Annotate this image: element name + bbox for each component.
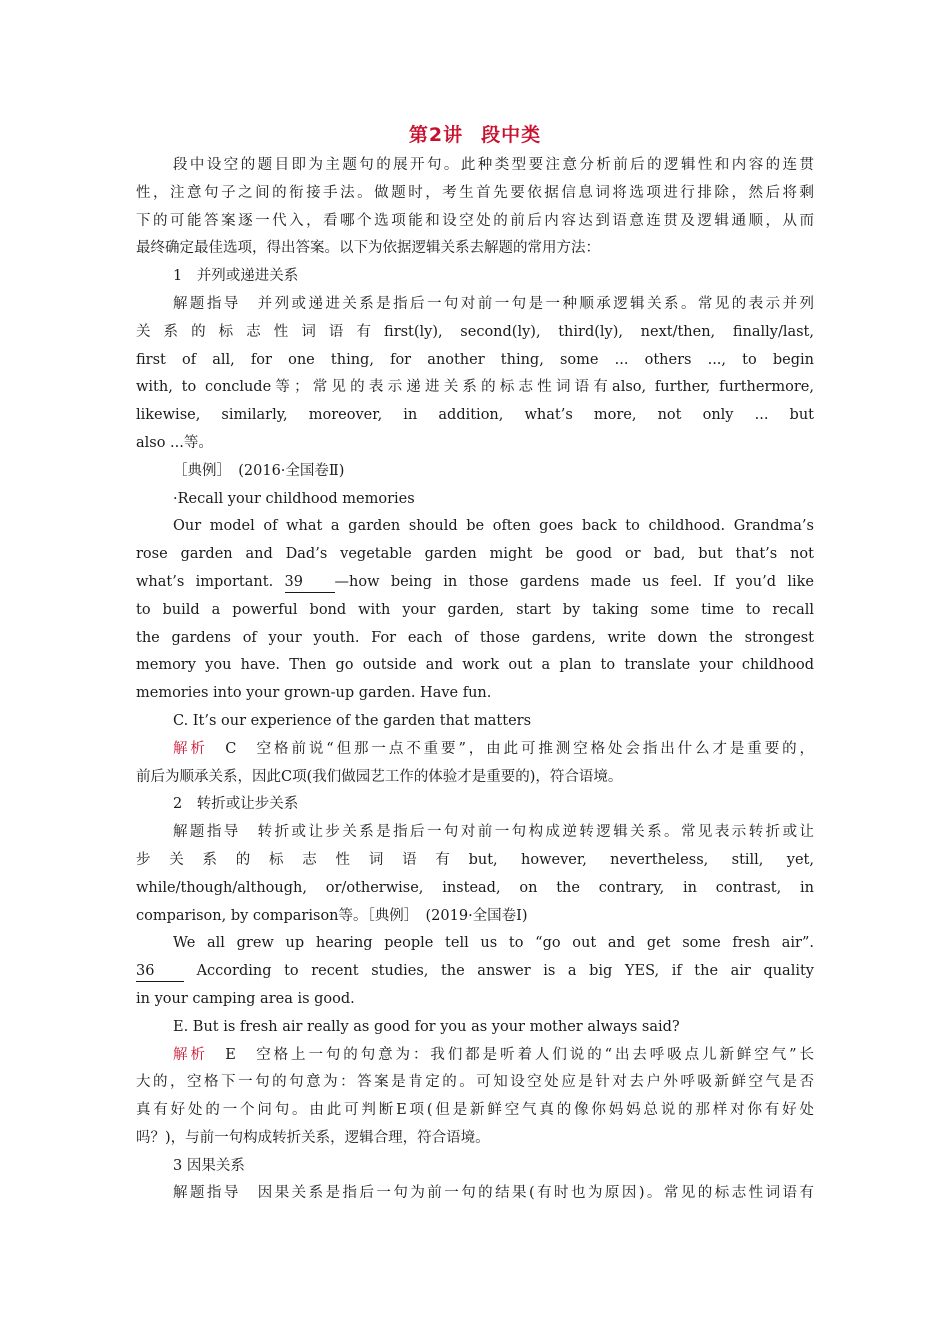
analysis-line: 吗？)，与前一句构成转折关系，逻辑合理，符合语境。	[136, 1129, 490, 1146]
lecture-number: 第2讲	[408, 124, 464, 146]
intro-line: 下的可能答案逐一代入，看哪个选项能和设空处的前后内容达到语意连贯及逻辑通顺，从而	[136, 212, 814, 229]
guide-line: with, to conclude等；常见的表示递进关系的标志性词语有also, further, furthermore,	[136, 379, 814, 396]
passage-line: memory you have. Then go outside and work out a plan to translate your childhood	[136, 657, 814, 674]
answer-option: E. But is fresh air really as good for you as your mother always said?	[173, 1018, 680, 1035]
answer-option: C. It’s our experience of the garden that matters	[173, 712, 532, 729]
analysis-label: 解析	[173, 1046, 208, 1063]
guide-line: also ...等。	[136, 434, 213, 451]
guide-line: 解题指导 转折或让步关系是指后一句对前一句构成逆转逻辑关系。常见表示转折或让	[173, 824, 814, 841]
page-title	[136, 118, 814, 152]
passage-heading: ·Recall your childhood memories	[173, 490, 415, 507]
analysis-line: 真有好处的一个问句。由此可判断E项(但是新鲜空气真的像你妈妈总说的那样对你有好处	[136, 1102, 814, 1119]
section-heading: 3 因果关系	[173, 1157, 245, 1174]
passage-line	[136, 569, 814, 597]
intro-line: 性，注意句子之间的衔接手法。做题时，考生首先要依据信息词将选项进行排除，然后将剩	[136, 184, 814, 201]
guide-line: 步关系的标志性词语有but, however, nevertheless, still, yet,	[136, 851, 814, 868]
guide-line: while/though/although, or/otherwise, instead, on the contrary, in contrast, in	[136, 879, 814, 896]
passage-line	[136, 958, 814, 986]
passage-line: We all grew up hearing people tell us to “go out and get some fresh air”.	[173, 935, 814, 952]
passage-text: what’s important.	[136, 573, 285, 590]
document-page	[136, 118, 814, 1208]
analysis-line: 大的，空格下一句的句意为：答案是肯定的。可知设空处应是针对去户外呼吸新鲜空气是否	[136, 1074, 814, 1091]
passage-line: in your camping area is good.	[136, 990, 355, 1007]
analysis-line	[136, 1042, 814, 1070]
analysis-text: E 空格上一句的句意为：我们都是听着人们说的“出去呼吸点儿新鲜空气”长	[207, 1046, 814, 1063]
passage-line: memories into your grown-up garden. Have fun.	[136, 685, 492, 702]
answer-blank-36: 36	[136, 961, 184, 982]
guide-line: 解题指导 并列或递进关系是指后一句对前一句是一种顺承逻辑关系。常见的表示并列	[173, 295, 814, 312]
analysis-line: 前后为顺承关系，因此C项(我们做园艺工作的体验才是重要的)，符合语境。	[136, 768, 623, 785]
analysis-line	[136, 736, 814, 764]
guide-line: 解题指导 因果关系是指后一句为前一句的结果(有时也为原因)。常见的标志性词语有	[173, 1185, 814, 1202]
guide-line: comparison, by comparison等。［典例］ (2019·全国卷Ⅰ)	[136, 907, 528, 924]
example-tag: ［典例］ (2016·全国卷Ⅱ)	[173, 462, 345, 479]
guide-line: 关系的标志性词语有first(ly), second(ly), third(ly), next/then, finally/last,	[136, 323, 814, 340]
analysis-label: 解析	[173, 740, 208, 757]
intro-line: 段中设空的题目即为主题句的展开句。此种类型要注意分析前后的逻辑性和内容的连贯	[173, 157, 814, 173]
passage-text: According to recent studies, the answer is a big YES, if the air quality	[184, 963, 814, 980]
guide-line: first of all, for one thing, for another thing, some ... others ..., to begin	[136, 351, 814, 368]
passage-text: —how being in those gardens made us feel. If you’d like	[334, 573, 814, 590]
passage-line: the gardens of your youth. For each of those gardens, write down the strongest	[136, 629, 814, 646]
guide-line: likewise, similarly, moreover, in addition, what’s more, not only ... but	[136, 407, 814, 424]
lecture-topic: 段中类	[481, 124, 542, 146]
passage-line: rose garden and Dad’s vegetable garden might be good or bad, but that’s not	[136, 546, 814, 563]
section-heading: 1 并列或递进关系	[173, 268, 299, 285]
analysis-text: C 空格前说“但那一点不重要”，由此可推测空格处会指出什么才是重要的，	[207, 740, 814, 757]
section-heading: 2 转折或让步关系	[173, 796, 299, 813]
passage-line: to build a powerful bond with your garden, start by taking some time to recall	[136, 601, 814, 618]
answer-blank-39: 39	[285, 572, 335, 593]
intro-line: 最终确定最佳选项，得出答案。以下为依据逻辑关系去解题的常用方法：	[136, 240, 600, 257]
passage-line: Our model of what a garden should be often goes back to childhood. Grandma’s	[173, 518, 814, 535]
